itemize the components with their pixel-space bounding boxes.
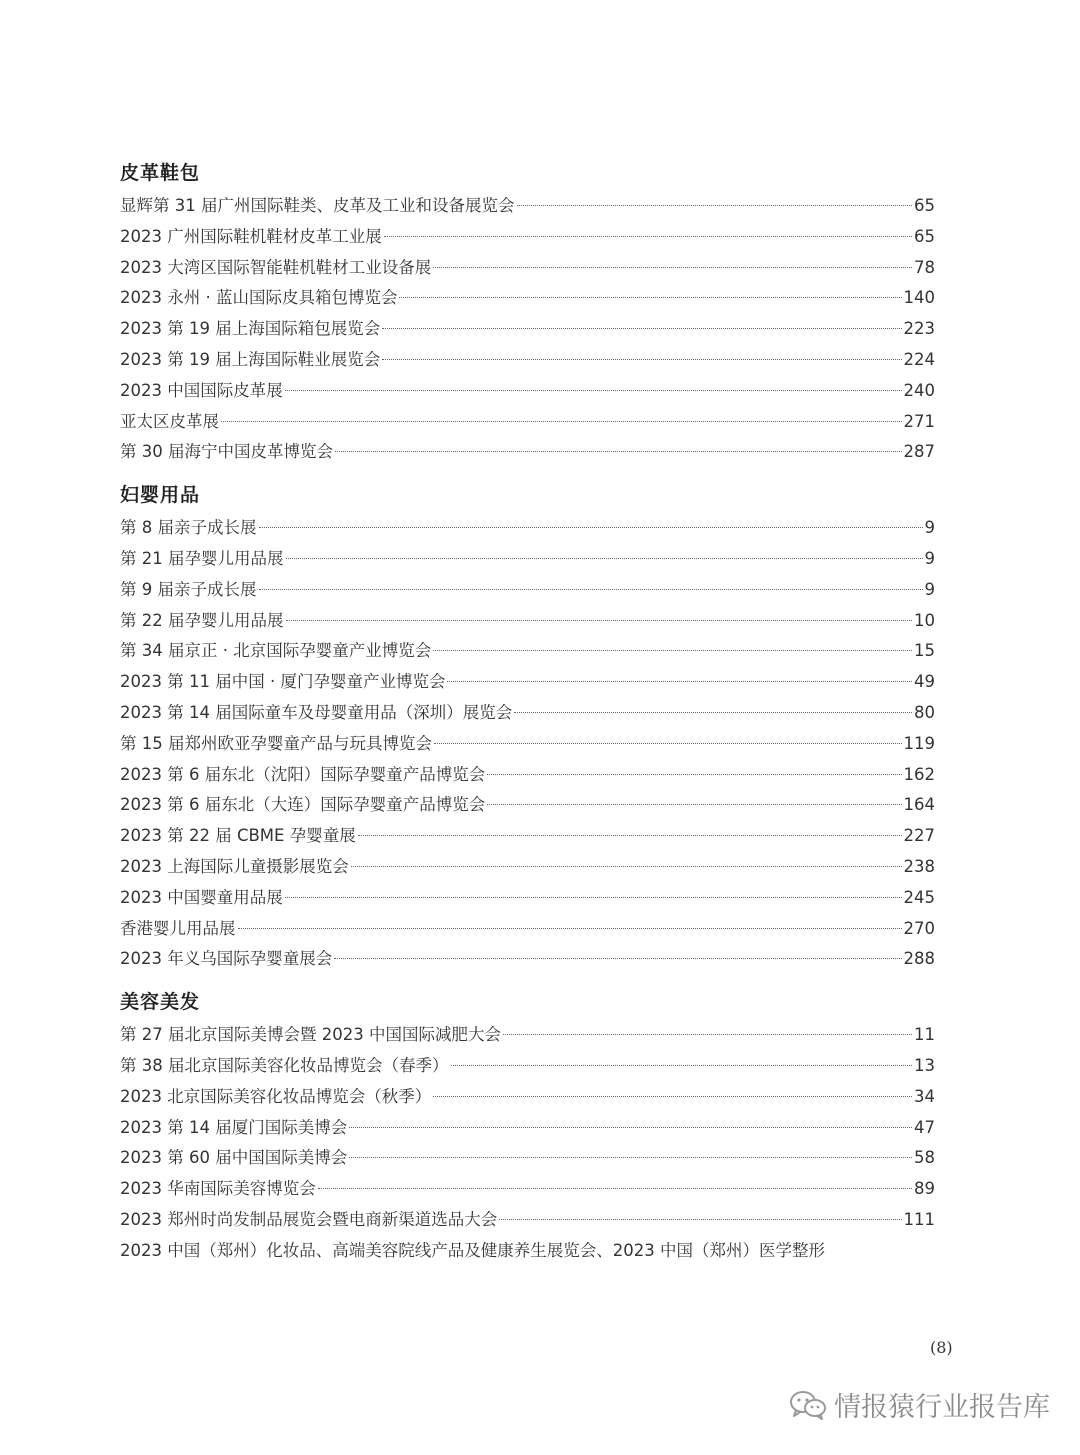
entry-page: 140	[903, 288, 935, 308]
toc-entry	[120, 914, 935, 945]
entry-title: 2023 中国婴童用品展	[120, 887, 283, 907]
dot-leader	[399, 296, 901, 298]
dot-leader	[351, 865, 902, 867]
entry-title: 2023 郑州时尚发制品展览会暨电商新渠道选品大会	[120, 1209, 498, 1229]
toc-entry	[120, 407, 935, 438]
section-title: 皮革鞋包	[120, 162, 201, 184]
entry-page: 49	[914, 672, 935, 692]
toc-section-beauty	[120, 984, 935, 1266]
entry-page: 65	[914, 196, 935, 215]
toc-entry	[120, 1020, 935, 1051]
toc-entry	[120, 1236, 935, 1267]
entry-page: 164	[903, 795, 935, 815]
entry-page: 227	[903, 826, 935, 846]
entry-title: 2023 第 6 届东北（大连）国际孕婴童产品博览会	[120, 795, 486, 815]
dot-leader	[358, 834, 902, 836]
entry-title: 2023 永州 · 蓝山国际皮具箱包博览会	[120, 288, 398, 308]
entry-page: 78	[914, 257, 935, 277]
page-number: (8)	[930, 1338, 953, 1357]
dot-leader	[382, 358, 901, 360]
toc-entry	[120, 790, 935, 821]
toc-entry	[120, 698, 935, 729]
entry-title: 2023 第 19 届上海国际鞋业展览会	[120, 349, 381, 369]
toc-entry	[120, 544, 935, 575]
toc-entry	[120, 1174, 935, 1205]
dot-leader	[285, 389, 902, 391]
toc-entry	[120, 821, 935, 852]
dot-leader	[238, 927, 902, 929]
entry-page: 80	[914, 702, 935, 722]
entry-title: 第 22 届孕婴儿用品展	[120, 610, 284, 630]
dot-leader	[285, 896, 902, 898]
dot-leader	[517, 204, 913, 206]
toc-entry	[120, 1113, 935, 1144]
toc-entry	[120, 191, 935, 222]
entry-page: 111	[903, 1209, 935, 1229]
entry-title: 2023 第 19 届上海国际箱包展览会	[120, 319, 381, 339]
toc-entry	[120, 222, 935, 253]
entry-title: 2023 中国国际皮革展	[120, 380, 283, 400]
entry-title: 第 30 届海宁中国皮革博览会	[120, 442, 333, 462]
toc-entry	[120, 513, 935, 544]
table-of-contents	[120, 155, 935, 1267]
entry-page: 270	[903, 918, 935, 938]
toc-entry	[120, 437, 935, 468]
entry-page: 119	[903, 733, 935, 753]
dot-leader	[514, 711, 912, 713]
dot-leader	[335, 450, 902, 452]
toc-entry	[120, 1143, 935, 1174]
toc-entry	[120, 944, 935, 975]
toc-entry	[120, 667, 935, 698]
toc-entry	[120, 1205, 935, 1236]
toc-entry	[120, 883, 935, 914]
entry-page: 65	[914, 226, 935, 246]
section-title: 妇婴用品	[120, 484, 201, 507]
dot-leader	[451, 1064, 913, 1066]
toc-entry	[120, 376, 935, 407]
entry-title: 2023 华南国际美容博览会	[120, 1179, 316, 1199]
entry-page: 223	[903, 319, 935, 339]
dot-leader	[434, 742, 902, 744]
entry-title: 2023 第 14 届厦门国际美博会	[120, 1117, 348, 1137]
watermark	[790, 1385, 1050, 1424]
entry-page: 9	[924, 548, 935, 568]
entry-page: 58	[914, 1148, 935, 1168]
entry-title: 第 38 届北京国际美容化妆品博览会（春季）	[120, 1055, 449, 1075]
entry-title: 第 34 届京正 · 北京国际孕婴童产业博览会	[120, 641, 432, 661]
dot-leader	[286, 557, 923, 559]
toc-entry	[120, 314, 935, 345]
entry-title: 2023 中国（郑州）化妆品、高端美容院线产品及健康养生展览会、2023 中国（郑州）医学整形	[120, 1240, 825, 1260]
toc-entry	[120, 575, 935, 606]
entry-title: 2023 第 60 届中国国际美博会	[120, 1148, 348, 1168]
entry-title: 第 27 届北京国际美博会暨 2023 中国国际减肥大会	[120, 1025, 501, 1045]
entry-title: 2023 第 11 届中国 · 厦门孕婴童产业博览会	[120, 672, 446, 692]
entry-page: 224	[903, 349, 935, 369]
dot-leader	[433, 1095, 912, 1097]
dot-leader	[447, 680, 912, 682]
dot-leader	[259, 588, 923, 590]
entry-title: 2023 广州国际鞋机鞋材皮革工业展	[120, 226, 382, 246]
entry-page: 89	[914, 1179, 935, 1199]
entry-page: 34	[914, 1086, 935, 1106]
entry-title: 亚太区皮革展	[120, 411, 219, 431]
entry-page: 9	[924, 518, 935, 538]
toc-entry	[120, 283, 935, 314]
entry-page: 287	[903, 442, 935, 462]
wechat-icon	[790, 1390, 826, 1420]
entry-title: 第 21 届孕婴儿用品展	[120, 548, 284, 568]
toc-section-leather	[120, 155, 935, 468]
entry-title: 第 15 届郑州欧亚孕婴童产品与玩具博览会	[120, 733, 432, 753]
toc-entry	[120, 1051, 935, 1082]
entry-page: 13	[914, 1055, 935, 1075]
toc-entry	[120, 852, 935, 883]
entry-title: 2023 大湾区国际智能鞋机鞋材工业设备展	[120, 257, 432, 277]
entry-title: 香港婴儿用品展	[120, 918, 236, 938]
dot-leader	[499, 1218, 901, 1220]
toc-entry	[120, 760, 935, 791]
dot-leader	[433, 649, 912, 651]
entry-title: 第 8 届亲子成长展	[120, 518, 257, 538]
entry-title: 2023 第 22 届 CBME 孕婴童展	[120, 826, 356, 846]
dot-leader	[334, 957, 901, 959]
toc-entry	[120, 1082, 935, 1113]
dot-leader	[318, 1187, 912, 1189]
entry-page: 240	[903, 380, 935, 400]
dot-leader	[349, 1156, 912, 1158]
entry-title: 第 9 届亲子成长展	[120, 579, 257, 599]
dot-leader	[349, 1126, 912, 1128]
entry-title: 2023 上海国际儿童摄影展览会	[120, 856, 349, 876]
entry-page: 288	[903, 949, 935, 969]
watermark-text: 情报猿行业报告库	[834, 1392, 1050, 1423]
dot-leader	[433, 266, 912, 268]
entry-page: 10	[914, 610, 935, 630]
dot-leader	[487, 803, 901, 805]
entry-page: 238	[903, 856, 935, 876]
dot-leader	[382, 327, 901, 329]
toc-section-maternity	[120, 477, 935, 975]
entry-title: 2023 第 6 届东北（沈阳）国际孕婴童产品博览会	[120, 764, 486, 784]
dot-leader	[384, 235, 912, 237]
dot-leader	[221, 420, 902, 422]
entry-page: 47	[914, 1117, 935, 1137]
dot-leader	[503, 1033, 912, 1035]
entry-page: 11	[914, 1025, 935, 1045]
toc-entry	[120, 636, 935, 667]
toc-entry	[120, 606, 935, 637]
entry-page: 271	[903, 411, 935, 431]
entry-title: 2023 第 14 届国际童车及母婴童用品（深圳）展览会	[120, 702, 513, 722]
entry-page: 245	[903, 887, 935, 907]
toc-entry	[120, 253, 935, 284]
entry-page: 162	[903, 764, 935, 784]
entry-title: 2023 年义乌国际孕婴童展会	[120, 949, 333, 969]
entry-page: 9	[924, 579, 935, 599]
dot-leader	[487, 773, 901, 775]
dot-leader	[259, 526, 923, 528]
entry-page: 15	[914, 641, 935, 661]
entry-title: 显辉第 31 届广州国际鞋类、皮革及工业和设备展览会	[120, 196, 515, 215]
dot-leader	[286, 619, 913, 621]
toc-entry	[120, 729, 935, 760]
section-title: 美容美发	[120, 991, 201, 1014]
entry-title: 2023 北京国际美容化妆品博览会（秋季）	[120, 1086, 432, 1106]
toc-entry	[120, 345, 935, 376]
